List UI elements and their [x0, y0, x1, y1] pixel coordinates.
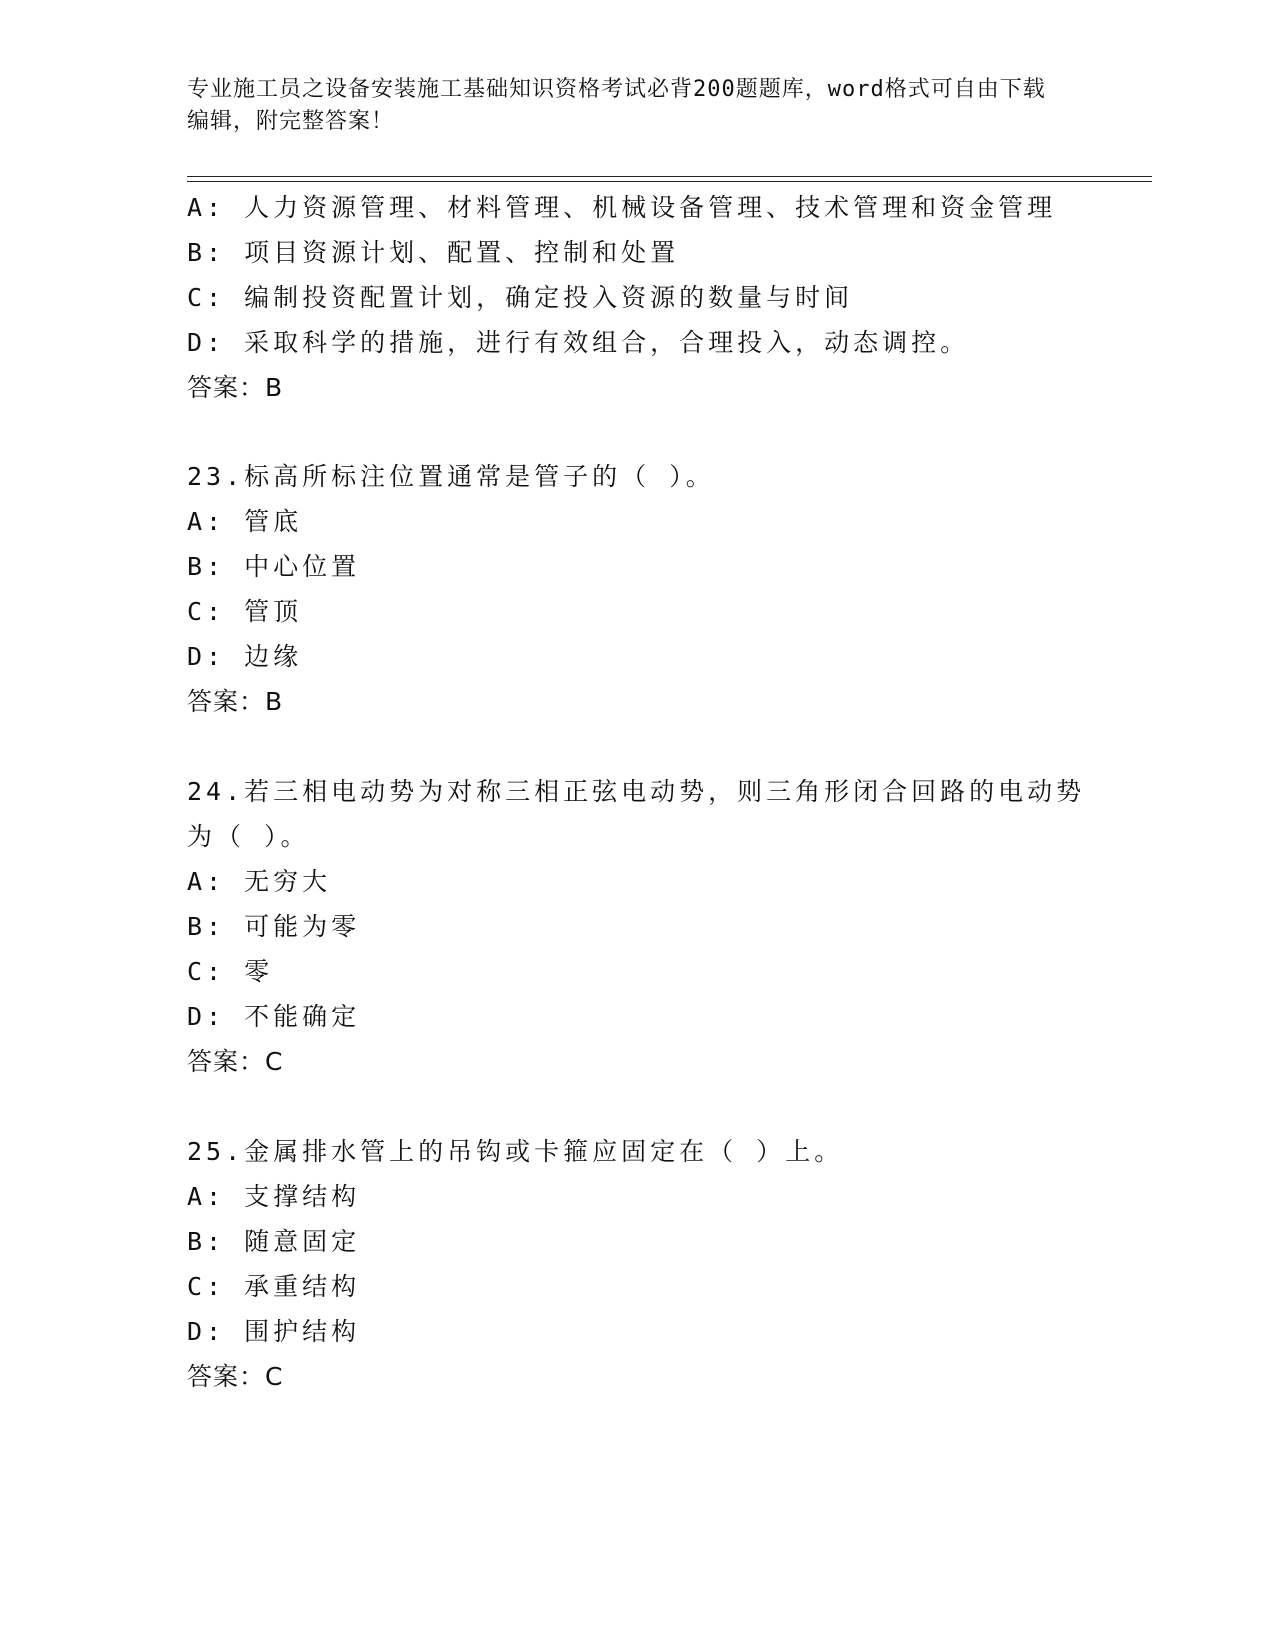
document-header: 专业施工员之设备安装施工基础知识资格考试必背200题题库，word格式可自由下载编辑，附完整答案！: [187, 77, 1046, 134]
q25-option-d: D: 围护结构: [187, 1317, 361, 1346]
q24-question-line1: 24.若三相电动势为对称三相正弦电动势，则三角形闭合回路的电动势: [187, 777, 1086, 806]
q24-option-b: B: 可能为零: [187, 912, 361, 941]
q24-option-d: D: 不能确定: [187, 1002, 361, 1031]
q25-option-b: B: 随意固定: [187, 1227, 361, 1256]
header-divider-top: [187, 176, 1152, 177]
q23-option-c: C: 管顶: [187, 597, 303, 626]
q22-option-b: B: 项目资源计划、配置、控制和处置: [187, 238, 680, 267]
q23-option-b: B: 中心位置: [187, 552, 361, 581]
q25-question: 25.金属排水管上的吊钩或卡箍应固定在（ ）上。: [187, 1137, 844, 1166]
q24-option-c: C: 零: [187, 957, 274, 986]
q23-answer: 答案：B: [187, 687, 284, 716]
q24-answer: 答案：C: [187, 1047, 284, 1076]
q22-option-a: A: 人力资源管理、材料管理、机械设备管理、技术管理和资金管理: [187, 193, 1057, 222]
q24-option-a: A: 无穷大: [187, 867, 332, 896]
q24-question-line2: 为（ ）。: [187, 822, 310, 851]
q22-answer: 答案：B: [187, 373, 284, 402]
q22-option-c: C: 编制投资配置计划，确定投入资源的数量与时间: [187, 283, 854, 312]
q23-question: 23.标高所标注位置通常是管子的（ ）。: [187, 462, 715, 491]
q23-option-d: D: 边缘: [187, 642, 303, 671]
header-divider-bottom: [187, 181, 1152, 182]
q25-option-c: C: 承重结构: [187, 1272, 361, 1301]
q22-option-d: D: 采取科学的措施，进行有效组合，合理投入，动态调控。: [187, 328, 970, 357]
q25-option-a: A: 支撑结构: [187, 1182, 361, 1211]
q23-option-a: A: 管底: [187, 507, 303, 536]
q25-answer: 答案：C: [187, 1362, 284, 1391]
